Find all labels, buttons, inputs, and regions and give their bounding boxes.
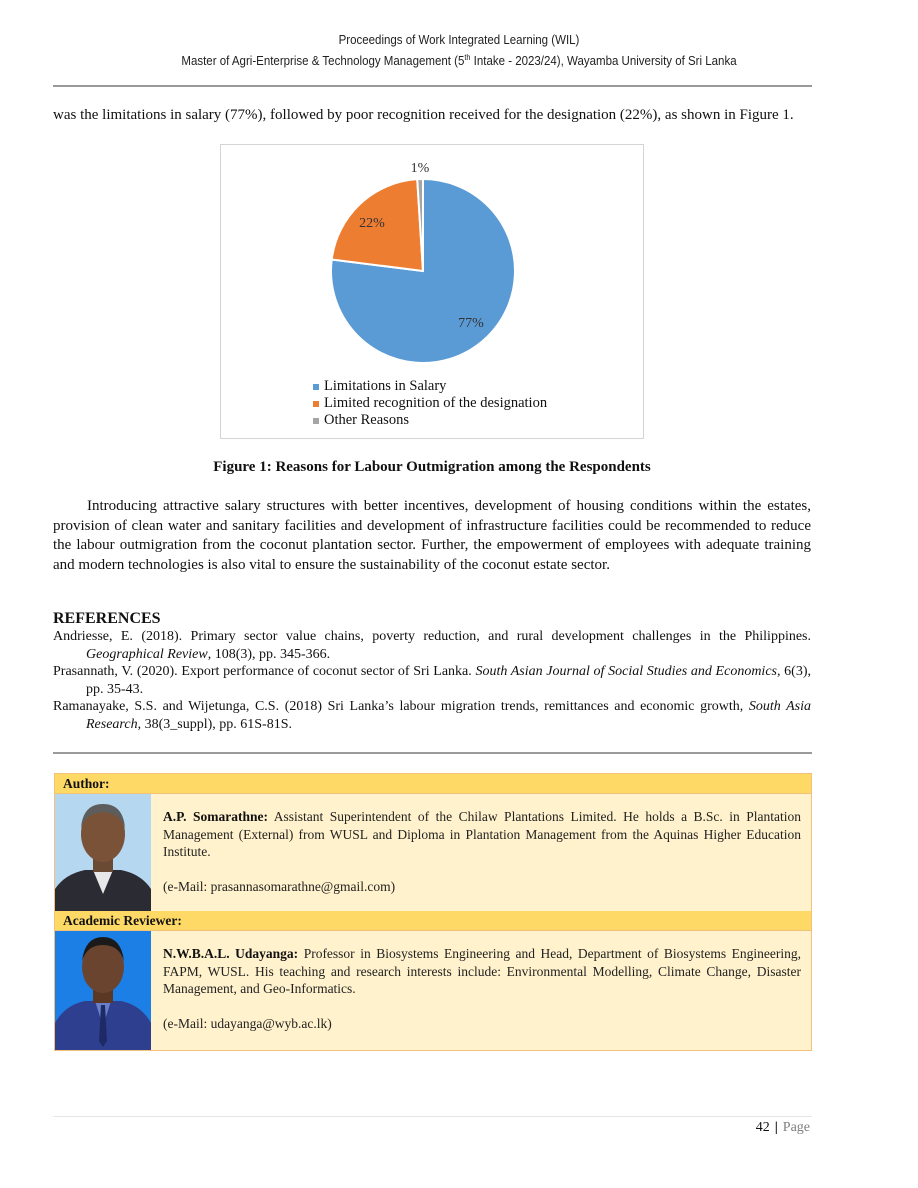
- legend-swatch-recognition: [313, 401, 319, 407]
- author-section-label: Author:: [55, 774, 811, 794]
- body-paragraph: Introducing attractive salary structures with better incentives, development of housing conditions within the estates, provision of clean water and sanitary facilities and development of infrastructure facilities could be recommended to reduce the labour outmigration from the coconut plantation sector. Further, the empowerment of employees with adequate training and modern technologies is also vital to ensure the sustainability of the coconut estate sector.: [53, 498, 811, 573]
- author-photo: [55, 794, 151, 911]
- legend-item-recognition: [313, 395, 547, 412]
- reference-item: [53, 698, 811, 733]
- header-divider: [53, 85, 812, 87]
- page-word: Page: [782, 1120, 810, 1135]
- legend-swatch-salary: [313, 384, 319, 390]
- reviewer-name: N.W.B.A.L. Udayanga:: [163, 946, 299, 961]
- author-card: [54, 773, 812, 1051]
- header-line-2-text-end: Intake - 2023/24), Wayamba University of Sri Lanka: [470, 54, 737, 69]
- reference-journal: South Asian Journal of Social Studies and Economics: [475, 664, 777, 679]
- figure-caption: Figure 1: Reasons for Labour Outmigration among the Respondents: [213, 459, 651, 475]
- header-line-2: [37, 49, 882, 70]
- author-name: A.P. Somarathne:: [163, 809, 268, 824]
- page-footer: [756, 1120, 810, 1136]
- reviewer-section-label: Academic Reviewer:: [55, 911, 811, 931]
- reference-item: [53, 663, 811, 698]
- header-line-2-text: Master of Agri-Enterprise & Technology Management (5: [181, 54, 465, 69]
- author-bio: [151, 794, 811, 911]
- references-divider: [53, 752, 812, 754]
- legend-item-salary: [313, 378, 547, 395]
- reference-journal: South Asia Research: [86, 699, 811, 732]
- reference-item: [53, 628, 811, 663]
- page-separator: |: [774, 1120, 778, 1135]
- reviewer-bio: [151, 931, 811, 1050]
- running-header: [37, 32, 882, 70]
- legend-label-salary: Limitations in Salary: [324, 378, 447, 394]
- author-email: (e-Mail: prasannasomarathne@gmail.com): [163, 878, 396, 894]
- header-line-1: Proceedings of Work Integrated Learning (WIL): [338, 33, 580, 47]
- legend-label-other: Other Reasons: [324, 412, 409, 428]
- page-number: 42: [755, 1120, 770, 1135]
- reviewer-description: Professor in Biosystems Engineering and Head, Department of Biosystems Engineering, FAPM, WUSL. His teaching and research interests include: Environmental Modelling, Climate Change, Disaster Management, and Geo-Informatics.: [163, 946, 801, 996]
- pie-data-label-salary: 77%: [458, 316, 484, 331]
- reference-details: , 6(3), pp. 35-43.: [86, 664, 811, 697]
- person-photo-icon: [55, 931, 151, 1050]
- reference-details: , 38(3_suppl), pp. 61S-81S.: [137, 716, 292, 732]
- references-heading: REFERENCES: [53, 610, 161, 627]
- legend-label-recognition: Limited recognition of the designation: [324, 395, 548, 411]
- intro-paragraph: was the limitations in salary (77%), followed by poor recognition received for the designation (22%), as shown in Figure 1.: [53, 107, 794, 123]
- pie-data-label-recognition: 22%: [359, 216, 385, 231]
- person-photo-icon: [55, 794, 151, 911]
- reference-journal: Geographical Review: [86, 646, 208, 662]
- pie-chart-figure: [220, 144, 644, 439]
- reference-text: Prasannath, V. (2020). Export performance of coconut sector of Sri Lanka.: [53, 664, 476, 679]
- reference-text: Ramanayake, S.S. and Wijetunga, C.S. (2018) Sri Lanka’s labour migration trends, remittances and economic growth,: [53, 699, 749, 714]
- author-description: Assistant Superintendent of the Chilaw Plantations Limited. He holds a B.Sc. in Plantation Management (External) from WUSL and Diploma in Plantation Management from the Aquinas Higher Education Institute.: [163, 809, 801, 859]
- pie-data-label-other: 1%: [410, 161, 430, 176]
- reference-details: , 108(3), pp. 345-366.: [207, 646, 331, 662]
- header-superscript: th: [464, 53, 471, 62]
- reference-text: Andriesse, E. (2018). Primary sector value chains, poverty reduction, and rural development challenges in the Philippines.: [53, 629, 811, 644]
- legend-swatch-other: [313, 418, 319, 424]
- chart-legend: [313, 378, 547, 429]
- legend-item-other: [313, 412, 547, 429]
- references-list: [53, 628, 811, 733]
- reviewer-email: (e-Mail: udayanga@wyb.ac.lk): [163, 1015, 332, 1031]
- footer-divider: [53, 1116, 812, 1117]
- reviewer-photo: [55, 931, 151, 1050]
